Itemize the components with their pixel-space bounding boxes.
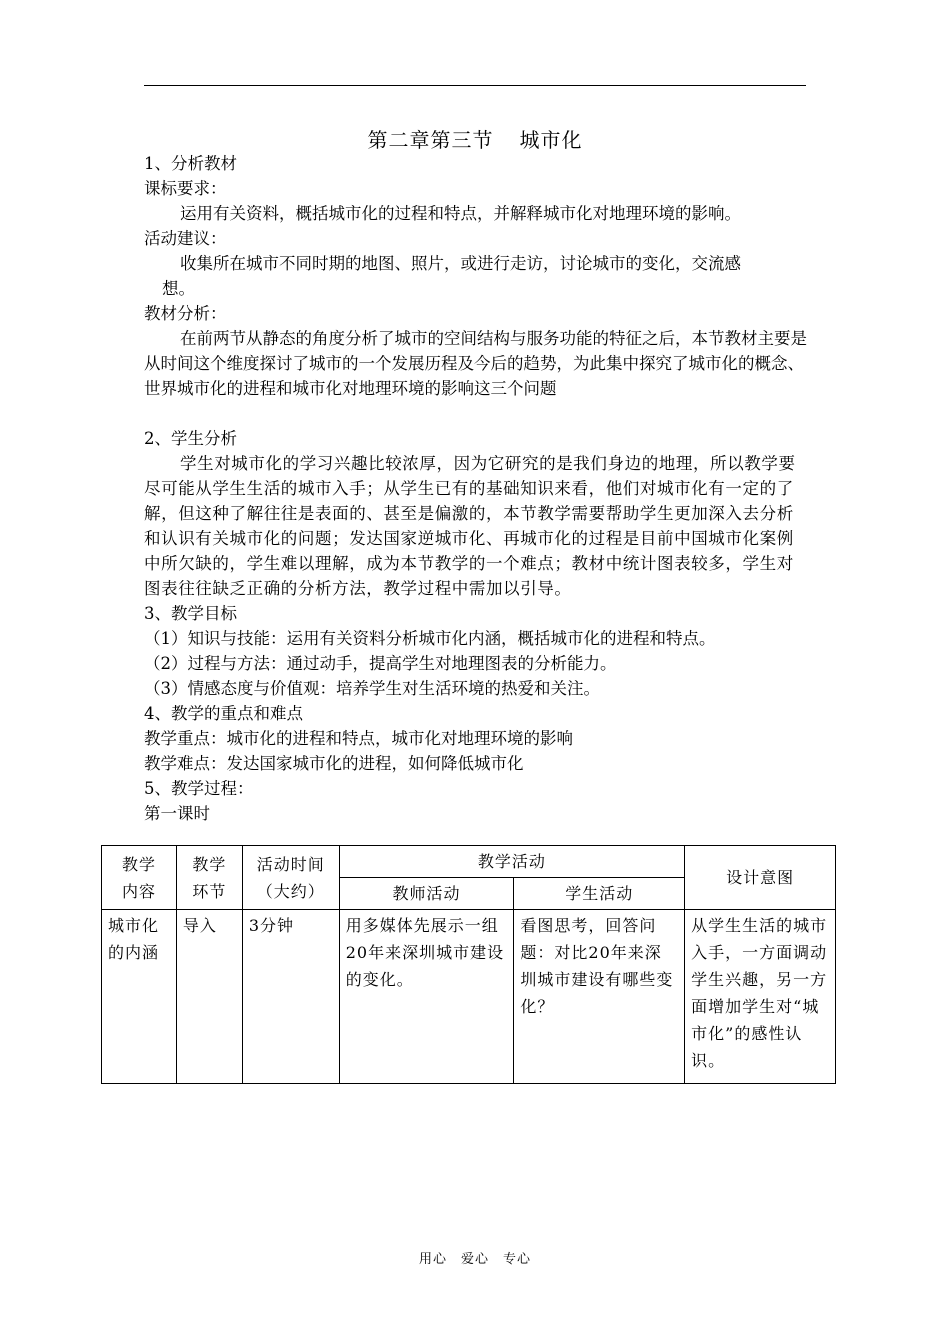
- title-topic: 城市化: [519, 128, 583, 152]
- curriculum-text: 运用有关资料，概括城市化的过程和特点，并解释城市化对地理环境的影响。: [180, 204, 741, 223]
- header-stage: 教学 环节: [176, 846, 242, 910]
- activity-label: 活动建议：: [144, 229, 227, 248]
- document-body: [144, 151, 808, 826]
- page-footer: 用心 爱心 专心: [418, 1252, 531, 1267]
- lesson-label: 第一课时: [144, 804, 210, 823]
- section-1-heading: 1、分析教材: [144, 154, 237, 173]
- header-rule: [144, 85, 806, 86]
- header-activity: 教学活动: [339, 846, 684, 878]
- table-row: [102, 910, 836, 1084]
- cell-intent: 从学生生活的城市入手，一方面调动学生兴趣，另一方面增加学生对“城市化”的感性认识。: [685, 910, 836, 1084]
- objective-item: （2）过程与方法：通过动手，提高学生对地理图表的分析能力。: [144, 654, 617, 673]
- objective-item: （3）情感态度与价值观：培养学生对生活环境的热爱和关注。: [144, 679, 600, 698]
- title-chapter: 第二章第三节: [367, 128, 494, 152]
- section-3-heading: 3、教学目标: [144, 604, 237, 623]
- header-content: 教学 内容: [102, 846, 177, 910]
- header-time: 活动时间 （大约）: [242, 846, 339, 910]
- lesson-plan-table: [101, 845, 836, 1084]
- analysis-label: 教材分析：: [144, 304, 227, 323]
- cell-content: 城市化的内涵: [102, 910, 177, 1084]
- section-2-heading: 2、学生分析: [144, 429, 237, 448]
- analysis-text: 在前两节从静态的角度分析了城市的空间结构与服务功能的特征之后，本节教材主要是从时间这个维度探讨了城市的一个发展历程及今后的趋势，为此集中探究了城市化的概念、世界城市化的进程和城市化对地理环境的影响这三个问题: [144, 329, 807, 398]
- section-5-heading: 5、教学过程：: [144, 779, 254, 798]
- activity-text-line2: 想。: [162, 279, 195, 298]
- cell-teacher: 用多媒体先展示一组20年来深圳城市建设的变化。: [339, 910, 514, 1084]
- difficult-points: 教学难点：发达国家城市化的进程，如何降低城市化: [144, 754, 524, 773]
- cell-student: 看图思考，回答问题：对比20年来深圳城市建设有哪些变化？: [514, 910, 685, 1084]
- page-title: [144, 124, 806, 153]
- objective-item: （1）知识与技能：运用有关资料分析城市化内涵，概括城市化的进程和特点。: [144, 629, 716, 648]
- header-intent: 设计意图: [685, 846, 836, 910]
- key-points: 教学重点：城市化的进程和特点，城市化对地理环境的影响: [144, 729, 573, 748]
- cell-stage: 导入: [176, 910, 242, 1084]
- activity-text-line1: 收集所在城市不同时期的地图、照片，或进行走访，讨论城市的变化，交流感: [180, 254, 741, 273]
- student-analysis-text: 学生对城市化的学习兴趣比较浓厚，因为它研究的是我们身边的地理，所以教学要尽可能从学生生活的城市入手；从学生已有的基础知识来看，他们对城市化有一定的了解，但这种了解往往是表面的、甚至是偏激的，本节教学需要帮助学生更加深入去分析和认识有关城市化的问题；发达国家逆城市化、再城市化的过程是目前中国城市化案例中所欠缺的，学生难以理解，成为本节教学的一个难点；教材中统计图表较多，学生对图表往往缺乏正确的分析方法，教学过程中需加以引导。: [144, 454, 796, 598]
- curriculum-label: 课标要求：: [144, 179, 227, 198]
- cell-time: 3分钟: [242, 910, 339, 1084]
- header-teacher: 教师活动: [339, 878, 514, 910]
- header-student: 学生活动: [514, 878, 685, 910]
- section-4-heading: 4、教学的重点和难点: [144, 704, 303, 723]
